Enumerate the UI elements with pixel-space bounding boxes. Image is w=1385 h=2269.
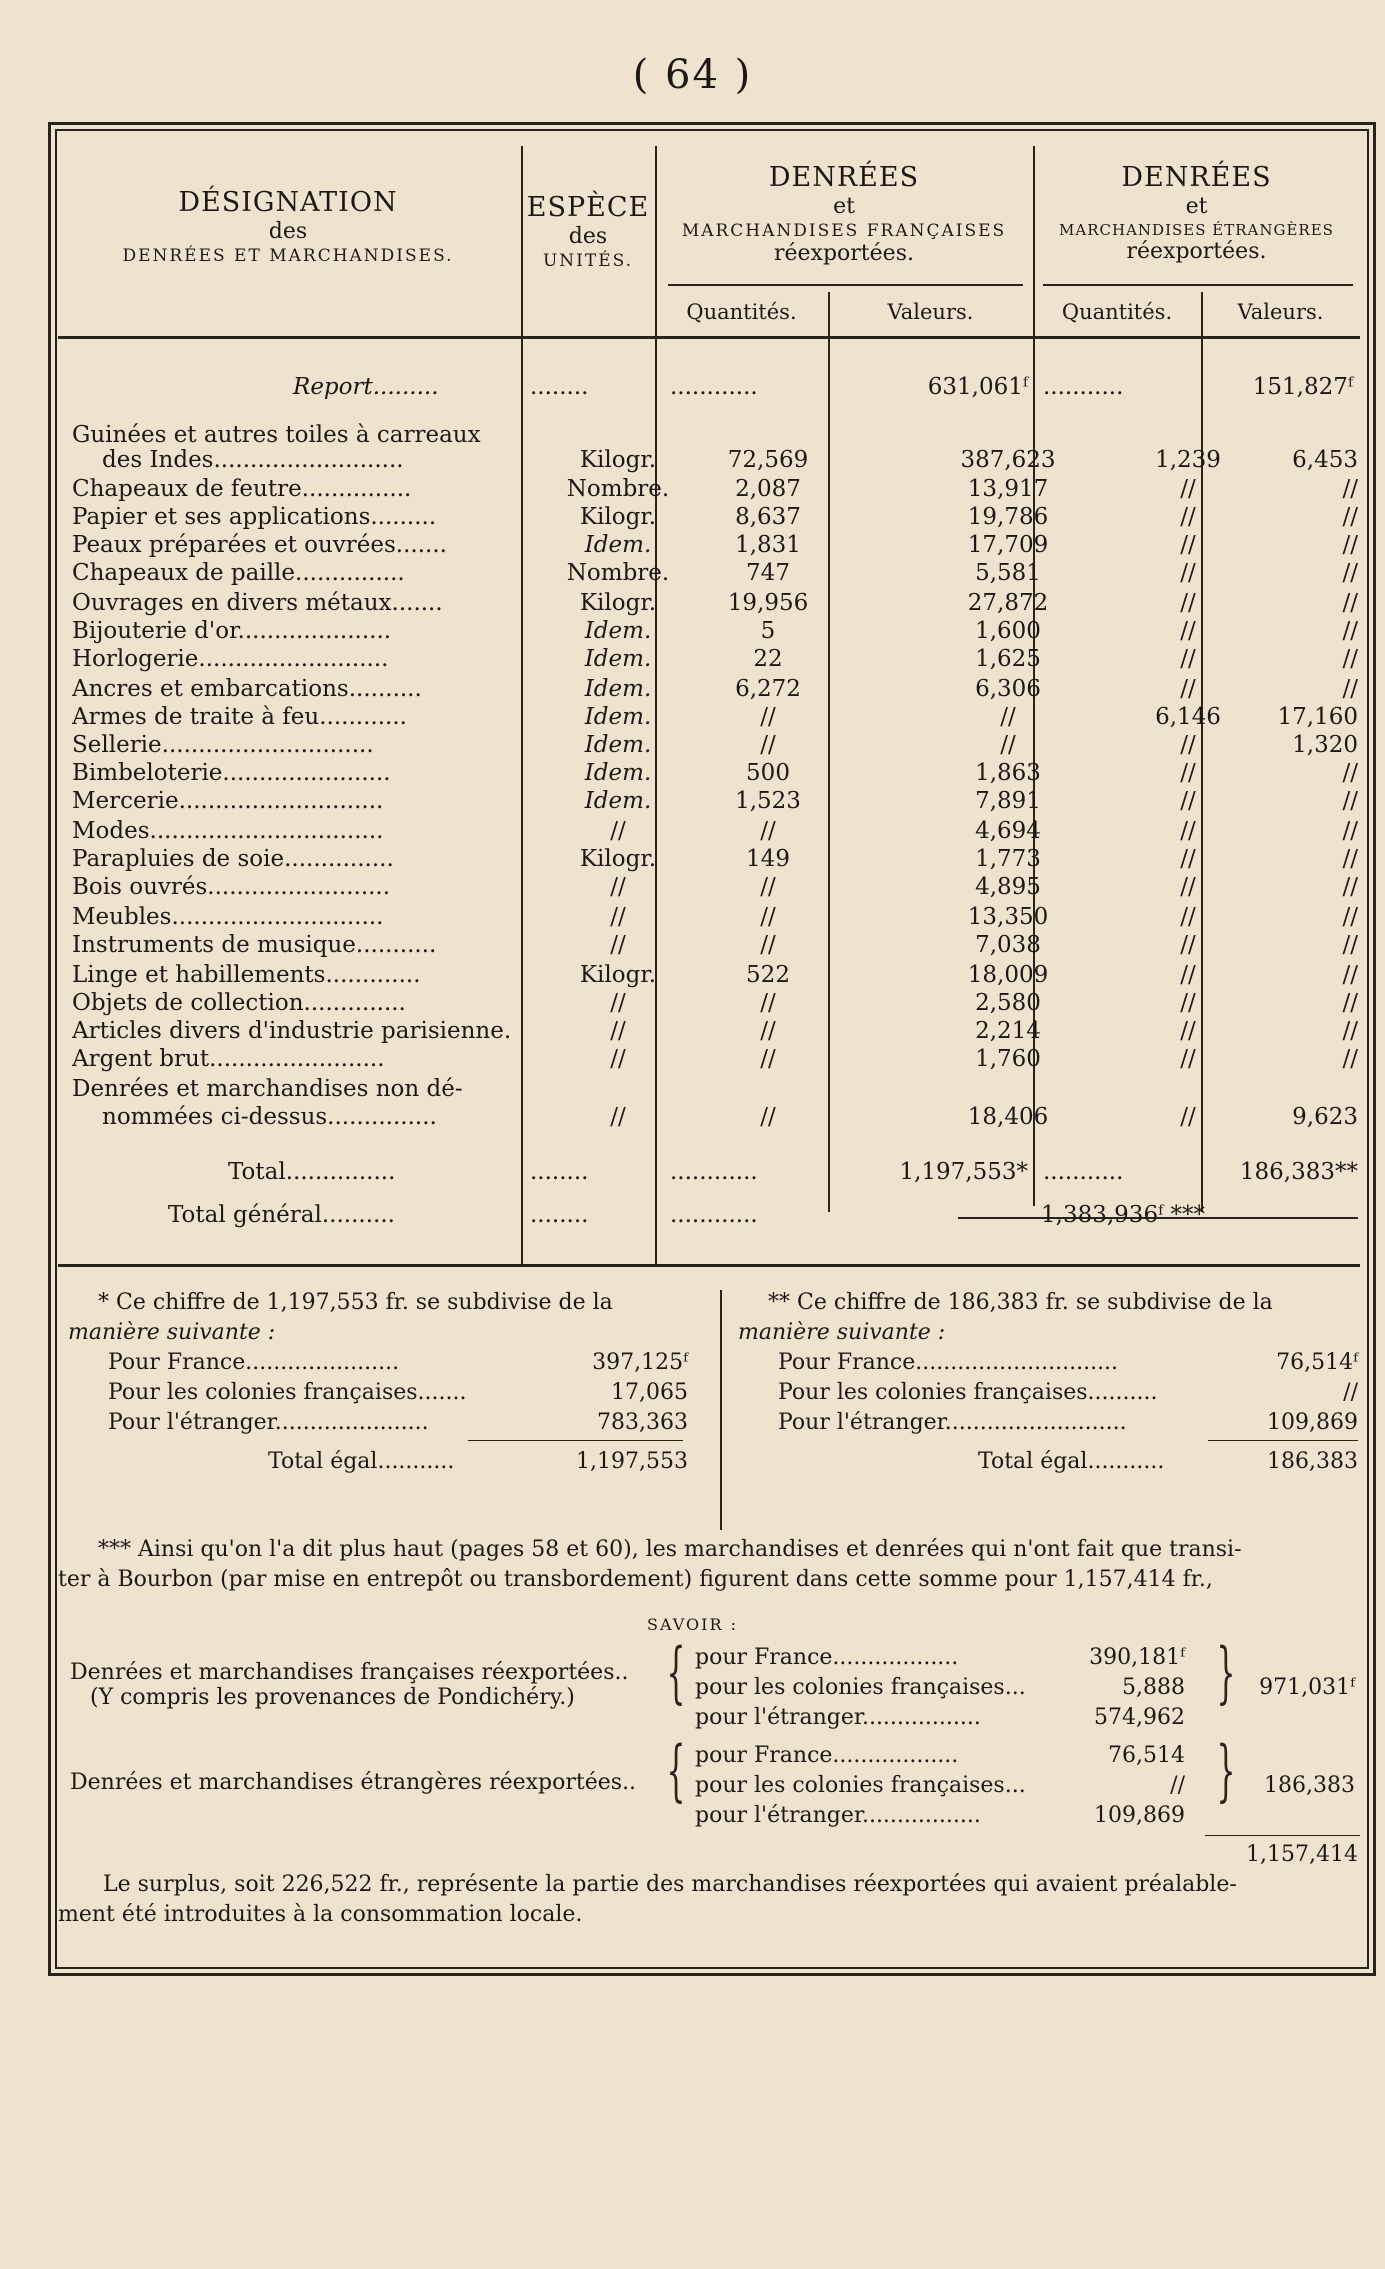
row-value-fr: 13,917	[967, 476, 1049, 502]
row-value-et: //	[1342, 1018, 1358, 1044]
row-quantity-fr: //	[760, 732, 776, 758]
goods-table	[58, 132, 1360, 1270]
group-french-total: 971,031ᶠ	[1259, 1675, 1355, 1700]
footnote-1-total: Total égal........... 1,197,553	[268, 1449, 688, 1474]
row-unit: Kilogr.	[579, 590, 657, 616]
row-value-fr: 2,214	[975, 1018, 1041, 1044]
group-line: pour les colonies françaises... //	[695, 1773, 1185, 1798]
row-quantity-et: //	[1180, 760, 1196, 786]
footnote-divider	[720, 1290, 722, 1530]
row-value-et: //	[1342, 818, 1358, 844]
row-value-fr: 2,580	[975, 990, 1041, 1016]
table-row	[58, 618, 1360, 646]
table-row	[58, 818, 1360, 846]
footnote-line: Pour France............................. 76,514ᶠ	[778, 1350, 1358, 1375]
row-value-et: //	[1342, 788, 1358, 814]
row-value-et: 17,160	[1277, 704, 1358, 730]
row-quantity-fr: //	[760, 1018, 776, 1044]
row-quantity-et: //	[1180, 732, 1196, 758]
row-value-et: 6,453	[1292, 447, 1358, 473]
page-number: ( 64 )	[632, 52, 753, 98]
table-row	[58, 422, 1360, 450]
group-line: pour France.................. 390,181ᶠ	[695, 1645, 1185, 1670]
header-designation: DÉSIGNATION des DENRÉES ET MARCHANDISES.	[122, 187, 454, 266]
row-label: Ancres et embarcations..........	[72, 676, 422, 702]
row-label: Bijouterie d'or.....................	[72, 618, 392, 644]
right-brace: }	[1216, 1634, 1236, 1711]
row-quantity-et: //	[1180, 532, 1196, 558]
row-unit: //	[610, 990, 626, 1016]
total-row: Total............... ........ ............ 1,197,553* ........... 186,383**	[228, 1159, 1358, 1185]
row-unit: Idem.	[584, 676, 652, 702]
row-value-fr: 7,038	[975, 932, 1041, 958]
row-unit: Kilogr.	[579, 447, 657, 473]
row-value-fr: 4,895	[975, 874, 1041, 900]
header-rule	[668, 284, 1023, 286]
table-row	[58, 590, 1360, 618]
row-label: Horlogerie..........................	[72, 646, 389, 672]
row-value-fr: 17,709	[967, 532, 1049, 558]
row-value-et: //	[1342, 676, 1358, 702]
group-foreign-total: 186,383	[1264, 1773, 1355, 1798]
group-line: pour les colonies françaises... 5,888	[695, 1675, 1185, 1700]
row-value-et: //	[1342, 932, 1358, 958]
row-quantity-fr: 72,569	[727, 447, 809, 473]
row-unit: Idem.	[584, 732, 652, 758]
row-label: Mercerie............................	[72, 788, 384, 814]
group-french-label: Denrées et marchandises françaises réexportées.. (Y compris les provenances de Pondichéry.)	[70, 1660, 629, 1710]
row-unit: //	[610, 1046, 626, 1072]
row-quantity-et: //	[1180, 590, 1196, 616]
table-row	[58, 846, 1360, 874]
row-value-fr: //	[1000, 704, 1016, 730]
row-quantity-et: //	[1180, 560, 1196, 586]
row-value-fr: 6,306	[975, 676, 1041, 702]
row-unit: Kilogr.	[579, 504, 657, 530]
row-quantity-et: //	[1180, 676, 1196, 702]
row-label: Chapeaux de feutre...............	[72, 476, 412, 502]
group-foreign-lines	[695, 1743, 1185, 1833]
table-row	[58, 904, 1360, 932]
row-value-et: //	[1342, 904, 1358, 930]
savoir-label: SAVOIR :	[647, 1615, 738, 1634]
row-unit: Idem.	[584, 788, 652, 814]
row-unit: //	[610, 1018, 626, 1044]
row-quantity-fr: 149	[746, 846, 790, 872]
row-value-fr: 18,009	[967, 962, 1049, 988]
row-value-fr: 387,623	[960, 447, 1056, 473]
group-line: pour l'étranger................. 574,962	[695, 1705, 1185, 1730]
table-row	[58, 1104, 1360, 1132]
row-label: Sellerie.............................	[72, 732, 374, 758]
row-unit: Idem.	[584, 646, 652, 672]
row-quantity-et: //	[1180, 504, 1196, 530]
table-row	[58, 990, 1360, 1018]
row-label: Denrées et marchandises non dé-	[72, 1076, 463, 1102]
table-row	[58, 1018, 1360, 1046]
table-row	[58, 476, 1360, 504]
table-row	[58, 760, 1360, 788]
row-value-et: //	[1342, 874, 1358, 900]
left-brace: {	[666, 1634, 686, 1711]
table-row	[58, 560, 1360, 588]
report-row: Report......... ........ ............ 631,061ᶠ ........... 151,827ᶠ	[293, 374, 1353, 400]
row-value-fr: 18,406	[967, 1104, 1049, 1130]
row-label: Objets de collection..............	[72, 990, 406, 1016]
table-row	[58, 704, 1360, 732]
table-row	[58, 532, 1360, 560]
header-quantites-fr: Quantités.	[686, 300, 797, 324]
row-label: Instruments de musique...........	[72, 932, 437, 958]
table-row	[58, 504, 1360, 532]
row-value-et: //	[1342, 760, 1358, 786]
row-label: Modes................................	[72, 818, 384, 844]
row-quantity-et: //	[1180, 818, 1196, 844]
row-quantity-et: //	[1180, 1018, 1196, 1044]
footnote-line: Pour les colonies françaises....... 17,065	[108, 1380, 688, 1405]
row-quantity-fr: 500	[746, 760, 790, 786]
row-value-et: 1,320	[1292, 732, 1358, 758]
row-quantity-fr: //	[760, 704, 776, 730]
row-value-fr: 1,625	[975, 646, 1041, 672]
row-value-et: //	[1342, 846, 1358, 872]
footnote-2: ** Ce chiffre de 186,383 fr. se subdivise de la manière suivante : Pour France............................. 76,514ᶠ Pour les colonies françaises.......... // Pour l'étranger.......................... 109,869 Total égal........... 186,383	[738, 1290, 1358, 1479]
table-row	[58, 732, 1360, 760]
row-value-et: //	[1342, 1046, 1358, 1072]
table-row	[58, 932, 1360, 960]
row-value-et: //	[1342, 560, 1358, 586]
row-label: Argent brut........................	[72, 1046, 385, 1072]
row-value-fr: //	[1000, 732, 1016, 758]
row-unit: //	[610, 818, 626, 844]
header-bottom-rule	[58, 336, 1360, 339]
row-quantity-fr: 6,272	[735, 676, 801, 702]
header-valeurs-et: Valeurs.	[1237, 300, 1324, 324]
right-brace: }	[1216, 1732, 1236, 1809]
row-unit: Idem.	[584, 618, 652, 644]
table-row	[58, 962, 1360, 990]
row-quantity-et: 1,239	[1155, 447, 1221, 473]
row-quantity-fr: 22	[753, 646, 783, 672]
row-unit: Idem.	[584, 760, 652, 786]
surplus-paragraph: Le surplus, soit 226,522 fr., représente la partie des marchandises réexportées qui avaient préalable- ment été introduites à la consommation locale.	[58, 1872, 1237, 1927]
row-quantity-fr: 8,637	[735, 504, 801, 530]
row-quantity-fr: //	[760, 1046, 776, 1072]
row-quantity-fr: //	[760, 904, 776, 930]
row-quantity-fr: 5	[760, 618, 776, 644]
footnote-line: Pour l'étranger...................... 783,363	[108, 1410, 688, 1435]
row-value-fr: 19,786	[967, 504, 1049, 530]
row-quantity-fr: 1,831	[735, 532, 801, 558]
footnote-line: Pour l'étranger.......................... 109,869	[778, 1410, 1358, 1435]
header-valeurs-fr: Valeurs.	[887, 300, 974, 324]
row-quantity-fr: 747	[746, 560, 790, 586]
row-value-et: //	[1342, 504, 1358, 530]
table-bottom-rule	[58, 1264, 1360, 1267]
group-line: pour l'étranger................. 109,869	[695, 1803, 1185, 1828]
footnote-line: Pour les colonies françaises.......... //	[778, 1380, 1358, 1405]
row-value-fr: 1,773	[975, 846, 1041, 872]
row-unit: Kilogr.	[579, 846, 657, 872]
row-unit: Nombre.	[566, 560, 670, 586]
row-label: Bois ouvrés.........................	[72, 874, 391, 900]
row-quantity-et: //	[1180, 1046, 1196, 1072]
row-quantity-fr: //	[760, 874, 776, 900]
row-value-fr: 4,694	[975, 818, 1041, 844]
header-quantites-et: Quantités.	[1061, 300, 1173, 324]
row-label: Parapluies de soie...............	[72, 846, 394, 872]
row-label: Bimbeloterie.......................	[72, 760, 391, 786]
row-unit: Kilogr.	[579, 962, 657, 988]
row-quantity-fr: //	[760, 1104, 776, 1130]
row-quantity-et: //	[1180, 874, 1196, 900]
row-value-et: //	[1342, 990, 1358, 1016]
row-value-fr: 13,350	[967, 904, 1049, 930]
row-value-fr: 1,600	[975, 618, 1041, 644]
row-quantity-fr: //	[760, 818, 776, 844]
row-quantity-et: //	[1180, 846, 1196, 872]
row-unit: Idem.	[584, 704, 652, 730]
row-value-et: //	[1342, 646, 1358, 672]
table-row	[58, 447, 1360, 475]
row-quantity-fr: //	[760, 990, 776, 1016]
row-value-et: //	[1342, 962, 1358, 988]
row-quantity-et: //	[1180, 932, 1196, 958]
row-unit: //	[610, 932, 626, 958]
row-value-et: //	[1342, 618, 1358, 644]
row-quantity-fr: 19,956	[727, 590, 809, 616]
row-value-et: //	[1342, 532, 1358, 558]
row-label: des Indes..........................	[102, 447, 404, 473]
header-foreign-goods: DENRÉES et MARCHANDISES ÉTRANGÈRES réexportées.	[1059, 162, 1334, 264]
row-value-fr: 5,581	[975, 560, 1041, 586]
row-label: Chapeaux de paille...............	[72, 560, 405, 586]
row-label: Armes de traite à feu............	[72, 704, 407, 730]
header-espece: ESPÈCE des UNITÉS.	[526, 192, 650, 271]
header-french-goods: DENRÉES et MARCHANDISES FRANÇAISES réexportées.	[681, 162, 1007, 267]
row-unit: Nombre.	[566, 476, 670, 502]
row-label: Meubles.............................	[72, 904, 384, 930]
header-rule	[1043, 284, 1353, 286]
row-value-et: //	[1342, 476, 1358, 502]
row-quantity-et: //	[1180, 904, 1196, 930]
row-quantity-fr: 2,087	[735, 476, 801, 502]
row-label: Peaux préparées et ouvrées.......	[72, 532, 447, 558]
group-foreign-label: Denrées et marchandises étrangères réexportées..	[70, 1770, 637, 1795]
group-line: pour France.................. 76,514	[695, 1743, 1185, 1768]
row-unit: //	[610, 904, 626, 930]
footnote-3-paragraph: *** Ainsi qu'on l'a dit plus haut (pages 58 et 60), les marchandises et denrées qui n'ont fait que transi- ter à Bourbon (par mise en entrepôt ou transbordement) figurent dans cette somme pour 1,157,414 fr.,	[58, 1537, 1242, 1592]
row-quantity-et: 6,146	[1155, 704, 1221, 730]
row-unit: //	[610, 1104, 626, 1130]
table-row	[58, 874, 1360, 902]
row-value-fr: 27,872	[967, 590, 1049, 616]
row-value-et: //	[1342, 590, 1358, 616]
row-label: Ouvrages en divers métaux.......	[72, 590, 443, 616]
row-label: Guinées et autres toiles à carreaux	[72, 422, 481, 448]
row-quantity-et: //	[1180, 476, 1196, 502]
row-quantity-et: //	[1180, 962, 1196, 988]
grand-sum: 1,157,414	[1246, 1842, 1358, 1867]
row-value-fr: 7,891	[975, 788, 1041, 814]
row-quantity-et: //	[1180, 788, 1196, 814]
footnote-2-total: Total égal........... 186,383	[978, 1449, 1358, 1474]
row-quantity-et: //	[1180, 990, 1196, 1016]
group-french-lines	[695, 1645, 1185, 1735]
grand-total-row: Total général.......... ........ ............ 1,383,936ᶠ ***	[168, 1202, 1205, 1228]
left-brace: {	[666, 1732, 686, 1809]
row-unit: //	[610, 874, 626, 900]
row-unit: Idem.	[584, 532, 652, 558]
row-label: Linge et habillements.............	[72, 962, 421, 988]
row-quantity-et: //	[1180, 618, 1196, 644]
table-row	[58, 1076, 1360, 1104]
row-value-fr: 1,760	[975, 1046, 1041, 1072]
table-row	[58, 1046, 1360, 1074]
row-quantity-fr: 1,523	[735, 788, 801, 814]
row-value-et: 9,623	[1292, 1104, 1358, 1130]
footnote-line: Pour France...................... 397,125ᶠ	[108, 1350, 688, 1375]
footnote-1: * Ce chiffre de 1,197,553 fr. se subdivise de la manière suivante : Pour France...................... 397,125ᶠ Pour les colonies françaises....... 17,065 Pour l'étranger...................... 783,363 Total égal........... 1,197,553	[68, 1290, 688, 1479]
table-row	[58, 646, 1360, 674]
row-label: Papier et ses applications.........	[72, 504, 437, 530]
row-label: Articles divers d'industrie parisienne.	[72, 1018, 512, 1044]
row-quantity-fr: //	[760, 932, 776, 958]
row-label: nommées ci-dessus...............	[102, 1104, 437, 1130]
table-row	[58, 788, 1360, 816]
row-quantity-et: //	[1180, 646, 1196, 672]
row-quantity-et: //	[1180, 1104, 1196, 1130]
table-row	[58, 676, 1360, 704]
row-quantity-fr: 522	[746, 962, 790, 988]
row-value-fr: 1,863	[975, 760, 1041, 786]
